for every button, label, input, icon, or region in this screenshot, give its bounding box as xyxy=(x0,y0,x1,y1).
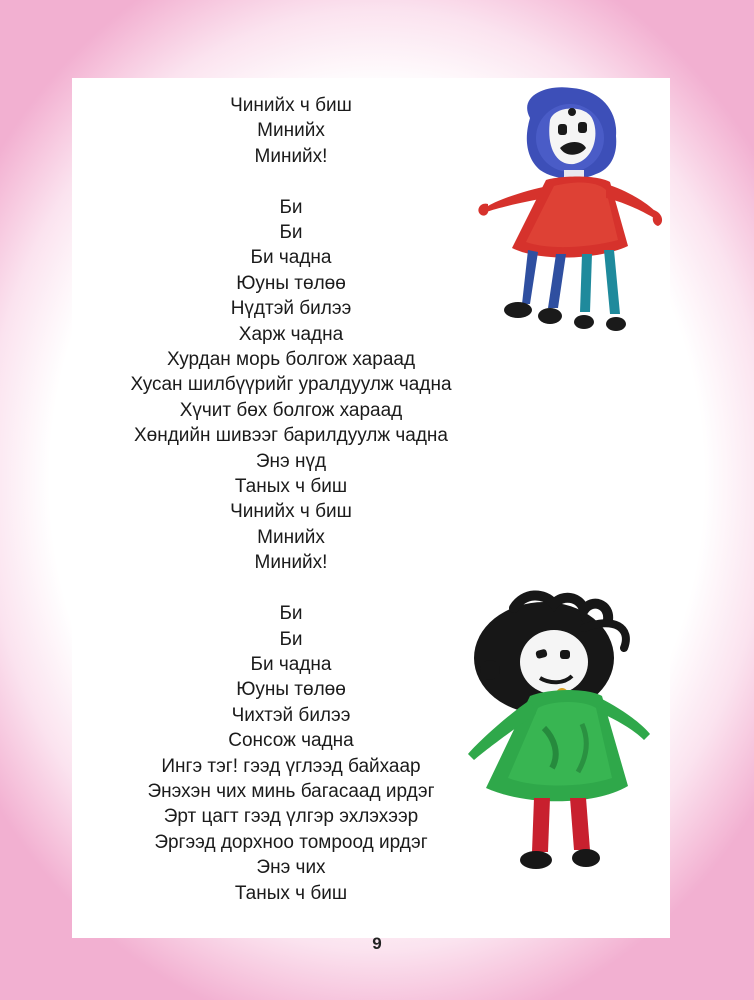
poem-line: Таных ч биш xyxy=(234,476,348,498)
poem-line: Минийх! xyxy=(254,145,328,167)
stanza-gap xyxy=(72,169,510,194)
poem-line: Хусан шилбүүрийг уралдуулж чадна xyxy=(130,374,452,396)
poem-line: Би xyxy=(279,603,303,625)
poem-line: Минийх xyxy=(257,526,325,548)
poem-line: Энэ нүд xyxy=(255,450,327,472)
poem-line: Хурдан морь болгож хараад xyxy=(166,349,416,371)
poem-line: Чихтэй билээ xyxy=(231,704,351,726)
stanza-gap xyxy=(72,576,510,601)
poem-line: Би xyxy=(279,222,303,244)
poem-line: Минийх xyxy=(257,120,325,142)
poem-line: Би xyxy=(279,628,303,650)
poem-line: Минийх! xyxy=(254,552,328,574)
poem-line: Нүдтэй билээ xyxy=(230,298,352,320)
poem-line: Хүчит бөх болгож хараад xyxy=(179,399,403,421)
poem-line: Чинийх ч биш xyxy=(230,501,352,523)
poem-line: Хөндийн шивээг барилдуулж чадна xyxy=(133,425,448,447)
poem-line: Чинийх ч биш xyxy=(230,95,352,116)
child-drawing-red-dress-icon xyxy=(468,78,668,338)
poem-line: Таных ч биш xyxy=(234,882,348,904)
poem-line: Би xyxy=(279,196,303,218)
book-page xyxy=(72,78,670,938)
poem-line: Эрт цагт гээд үлгэр эхлэхээр xyxy=(163,806,419,828)
poem-line: Юуны төлөө xyxy=(236,679,346,701)
poem-line: Би чадна xyxy=(250,247,332,269)
poem-line: Энэ чих xyxy=(256,857,326,879)
child-drawing-green-dress-icon xyxy=(464,588,664,888)
poem-line: Юуны төлөө xyxy=(236,272,346,294)
page-number: 9 xyxy=(372,934,382,953)
poem-line: Ингэ тэг! гээд үглээд байхаар xyxy=(161,755,421,777)
poem-line: Сонсож чадна xyxy=(228,730,354,752)
poem-line: Энэхэн чих минь багасаад ирдэг xyxy=(147,780,435,802)
poem-line: Би чадна xyxy=(250,653,332,675)
poem-text xyxy=(72,93,510,906)
poem-line: Харж чадна xyxy=(238,323,344,345)
poem-line: Эргээд дорхноо томроод ирдэг xyxy=(154,831,428,853)
